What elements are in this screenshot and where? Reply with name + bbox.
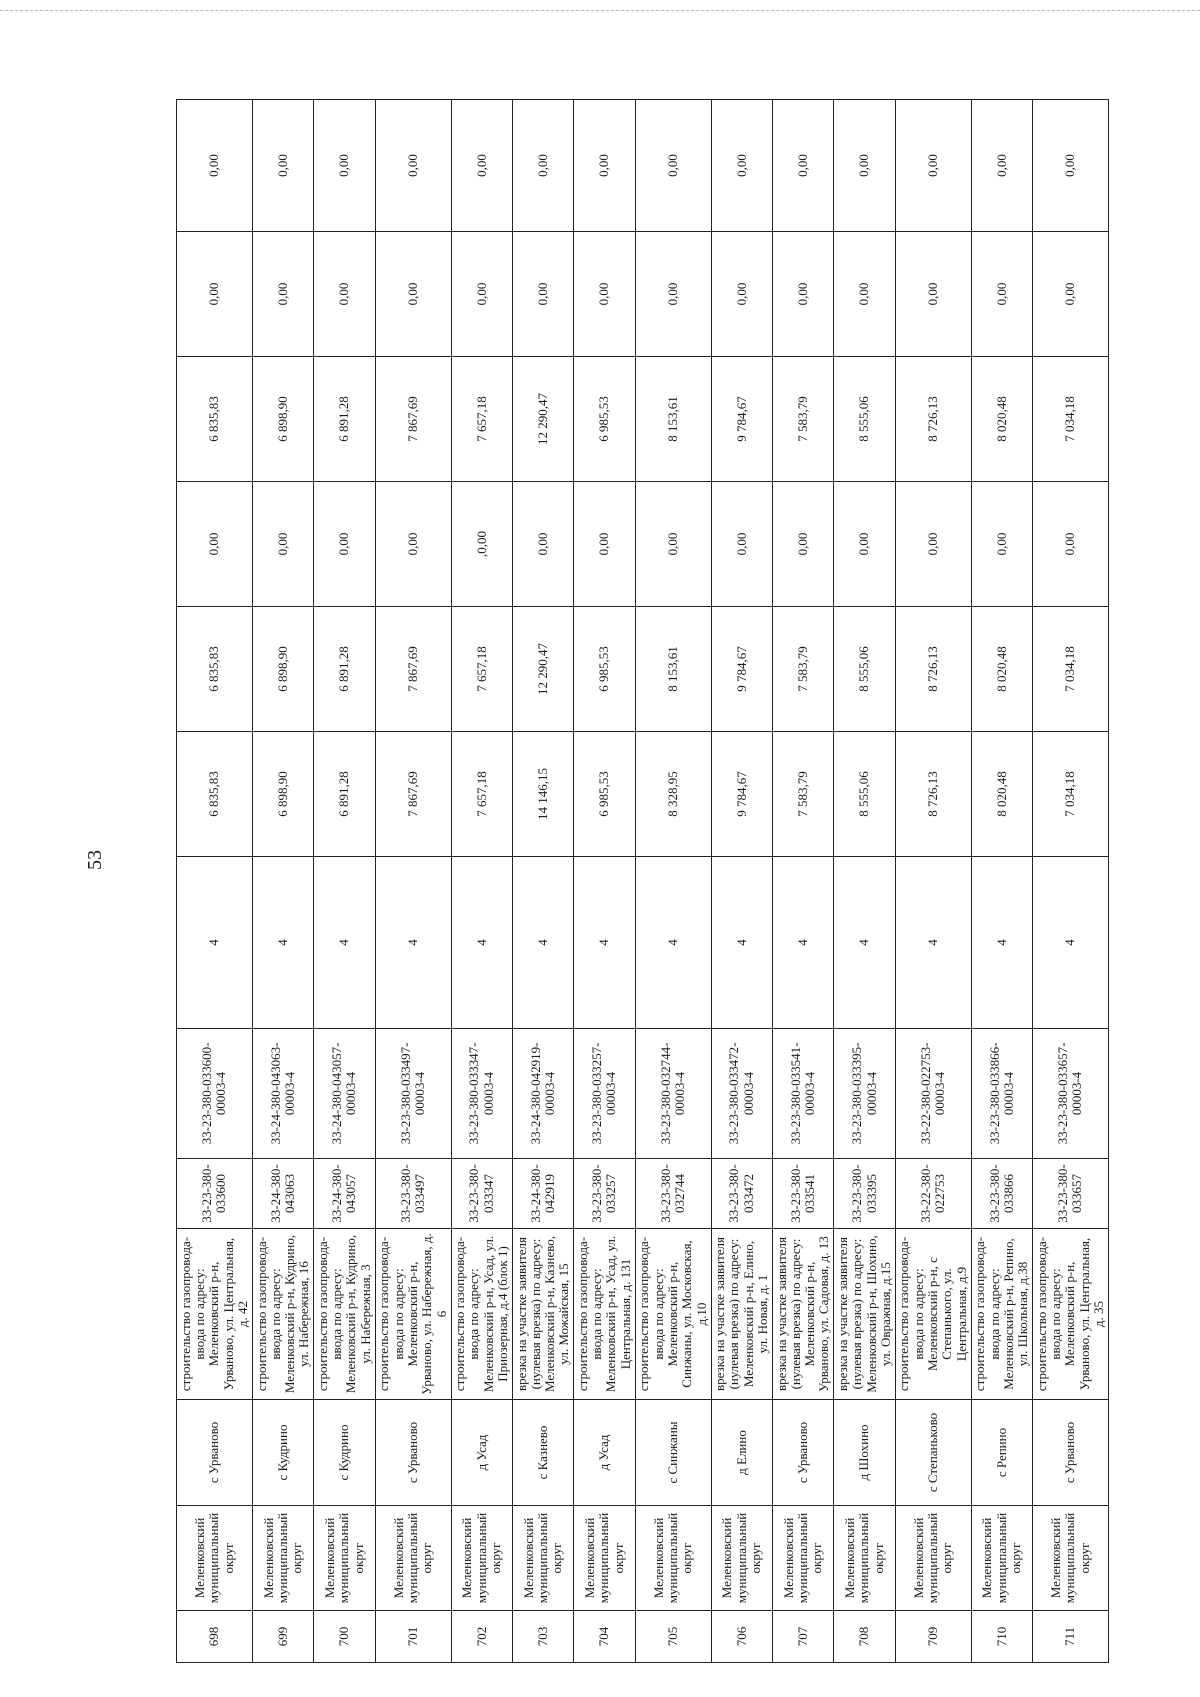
settlement-cell: с Урваново (375, 1400, 451, 1506)
table-row (177, 100, 253, 1663)
category-cell: 4 (1032, 857, 1108, 1029)
amount-cell-2: 7 034,18 (1032, 607, 1108, 732)
table-row (512, 100, 573, 1663)
tech-conditions-number-cell: 33-23-380-033657-00003-4 (1032, 1029, 1108, 1159)
amount-cell-1: 6 835,83 (177, 732, 253, 857)
category-cell: 4 (512, 857, 573, 1029)
category-cell: 4 (451, 857, 512, 1029)
amount-cell-2: 8 153,61 (635, 607, 711, 732)
amount-cell-2: 7 657,18 (451, 607, 512, 732)
rotated-table-container (176, 100, 1109, 1663)
category-cell: 4 (252, 857, 313, 1029)
amount-cell-1: 7 867,69 (375, 732, 451, 857)
amount-cell-1: 8 726,13 (895, 732, 971, 857)
amount-cell-5: 0,00 (252, 232, 313, 357)
amount-cell-1: 7 657,18 (451, 732, 512, 857)
table-body (177, 100, 1109, 1663)
cadastral-number-cell: 33-23-380-033657 (1032, 1159, 1108, 1229)
tech-conditions-number-cell: 33-23-380-033472-00003-4 (711, 1029, 772, 1159)
table-row (574, 100, 635, 1663)
settlement-cell: с Урваново (1032, 1400, 1108, 1506)
gas-connection-table (176, 99, 1109, 1663)
amount-cell-2: 8 555,06 (834, 607, 895, 732)
amount-cell-4: 6 985,53 (574, 357, 635, 482)
category-cell: 4 (971, 857, 1032, 1029)
category-cell: 4 (375, 857, 451, 1029)
amount-cell-1: 7 583,79 (772, 732, 833, 857)
amount-cell-6: 0,00 (314, 100, 375, 232)
amount-cell-4: 6 898,90 (252, 357, 313, 482)
category-cell: 4 (772, 857, 833, 1029)
amount-cell-2: 6 985,53 (574, 607, 635, 732)
cadastral-number-cell: 33-23-380-033472 (711, 1159, 772, 1229)
page-number: 53 (84, 850, 106, 870)
row-number-cell: 710 (971, 1611, 1032, 1663)
amount-cell-5: 0,00 (1032, 232, 1108, 357)
cadastral-number-cell: 33-24-380-043057 (314, 1159, 375, 1229)
work-description-cell: строительство газопровода-ввода по адресу: Меленковский р-н, с Степанького, ул. Центральная, д.9 (895, 1229, 971, 1400)
amount-cell-3: 0,00 (252, 482, 313, 607)
settlement-cell: с Кудрино (314, 1400, 375, 1506)
amount-cell-3: ,0,00 (451, 482, 512, 607)
amount-cell-5: 0,00 (834, 232, 895, 357)
amount-cell-5: 0,00 (451, 232, 512, 357)
settlement-cell: д Усад (574, 1400, 635, 1506)
settlement-cell: с Репино (971, 1400, 1032, 1506)
cadastral-number-cell: 33-23-380-033257 (574, 1159, 635, 1229)
cadastral-number-cell: 33-23-380-033497 (375, 1159, 451, 1229)
district-cell: Меленковский муниципальный округ (1032, 1506, 1108, 1611)
amount-cell-5: 0,00 (711, 232, 772, 357)
category-cell: 4 (834, 857, 895, 1029)
settlement-cell: д Елино (711, 1400, 772, 1506)
amount-cell-3: 0,00 (711, 482, 772, 607)
row-number-cell: 699 (252, 1611, 313, 1663)
cadastral-number-cell: 33-24-380-043063 (252, 1159, 313, 1229)
row-number-cell: 709 (895, 1611, 971, 1663)
work-description-cell: строительство газопровода-ввода по адресу: Меленковский р-н, Усад, ул. Приозерная, д.4 (блок 1) (451, 1229, 512, 1400)
amount-cell-6: 0,00 (772, 100, 833, 232)
tech-conditions-number-cell: 33-23-380-033395-00003-4 (834, 1029, 895, 1159)
row-number-cell: 700 (314, 1611, 375, 1663)
tech-conditions-number-cell: 33-23-380-032744-00003-4 (635, 1029, 711, 1159)
amount-cell-3: 0,00 (834, 482, 895, 607)
amount-cell-6: 0,00 (711, 100, 772, 232)
work-description-cell: строительство газопровода-ввода по адресу: Меленковский р-н, Репино, ул. Школьная, д.38 (971, 1229, 1032, 1400)
table-row (711, 100, 772, 1663)
category-cell: 4 (314, 857, 375, 1029)
amount-cell-3: 0,00 (772, 482, 833, 607)
amount-cell-2: 9 784,67 (711, 607, 772, 732)
amount-cell-2: 7 583,79 (772, 607, 833, 732)
category-cell: 4 (635, 857, 711, 1029)
row-number-cell: 708 (834, 1611, 895, 1663)
category-cell: 4 (895, 857, 971, 1029)
row-number-cell: 703 (512, 1611, 573, 1663)
amount-cell-4: 8 020,48 (971, 357, 1032, 482)
work-description-cell: строительство газопровода-ввода по адресу: Меленковский р-н, Кудрино, ул. Набережная, 3 (314, 1229, 375, 1400)
amount-cell-2: 6 835,83 (177, 607, 253, 732)
district-cell: Меленковский муниципальный округ (574, 1506, 635, 1611)
amount-cell-6: 0,00 (1032, 100, 1108, 232)
cadastral-number-cell: 33-23-380-033600 (177, 1159, 253, 1229)
amount-cell-4: 8 555,06 (834, 357, 895, 482)
amount-cell-5: 0,00 (772, 232, 833, 357)
amount-cell-4: 6 835,83 (177, 357, 253, 482)
tech-conditions-number-cell: 33-24-380-043057-00003-4 (314, 1029, 375, 1159)
amount-cell-6: 0,00 (971, 100, 1032, 232)
amount-cell-2: 7 867,69 (375, 607, 451, 732)
category-cell: 4 (177, 857, 253, 1029)
table-row (314, 100, 375, 1663)
amount-cell-1: 8 328,95 (635, 732, 711, 857)
row-number-cell: 705 (635, 1611, 711, 1663)
row-number-cell: 706 (711, 1611, 772, 1663)
amount-cell-3: 0,00 (635, 482, 711, 607)
amount-cell-1: 6 985,53 (574, 732, 635, 857)
tech-conditions-number-cell: 33-22-380-022753-00003-4 (895, 1029, 971, 1159)
settlement-cell: д Шохино (834, 1400, 895, 1506)
amount-cell-3: 0,00 (512, 482, 573, 607)
amount-cell-5: 0,00 (314, 232, 375, 357)
amount-cell-6: 0,00 (375, 100, 451, 232)
district-cell: Меленковский муниципальный округ (451, 1506, 512, 1611)
settlement-cell: с Урваново (772, 1400, 833, 1506)
cadastral-number-cell: 33-23-380-033541 (772, 1159, 833, 1229)
table-row (1032, 100, 1108, 1663)
amount-cell-3: 0,00 (971, 482, 1032, 607)
amount-cell-3: 0,00 (1032, 482, 1108, 607)
row-number-cell: 711 (1032, 1611, 1108, 1663)
settlement-cell: с Синжаны (635, 1400, 711, 1506)
amount-cell-5: 0,00 (177, 232, 253, 357)
row-number-cell: 698 (177, 1611, 253, 1663)
table-row (895, 100, 971, 1663)
amount-cell-1: 8 555,06 (834, 732, 895, 857)
settlement-cell: с Казнево (512, 1400, 573, 1506)
amount-cell-5: 0,00 (512, 232, 573, 357)
amount-cell-1: 9 784,67 (711, 732, 772, 857)
row-number-cell: 702 (451, 1611, 512, 1663)
amount-cell-5: 0,00 (895, 232, 971, 357)
work-description-cell: врезка на участке заявителя (нулевая врезка) по адресу: Меленковский р-н, Урваново, ул. Садовая, д. 13 (772, 1229, 833, 1400)
amount-cell-5: 0,00 (635, 232, 711, 357)
cadastral-number-cell: 33-23-380-033347 (451, 1159, 512, 1229)
tech-conditions-number-cell: 33-24-380-042919-00003-4 (512, 1029, 573, 1159)
table-row (375, 100, 451, 1663)
amount-cell-1: 7 034,18 (1032, 732, 1108, 857)
tech-conditions-number-cell: 33-23-380-033541-00003-4 (772, 1029, 833, 1159)
amount-cell-3: 0,00 (177, 482, 253, 607)
amount-cell-3: 0,00 (314, 482, 375, 607)
settlement-cell: с Степаньково (895, 1400, 971, 1506)
district-cell: Меленковский муниципальный округ (834, 1506, 895, 1611)
top-scan-rule (0, 10, 1200, 11)
amount-cell-4: 7 657,18 (451, 357, 512, 482)
work-description-cell: строительство газопровода-ввода по адресу: Меленковский р-н, Урваново, ул. Центральная, д. 35 (1032, 1229, 1108, 1400)
amount-cell-4: 6 891,28 (314, 357, 375, 482)
amount-cell-4: 7 867,69 (375, 357, 451, 482)
table-row (635, 100, 711, 1663)
row-number-cell: 701 (375, 1611, 451, 1663)
amount-cell-6: 0,00 (512, 100, 573, 232)
amount-cell-2: 6 898,90 (252, 607, 313, 732)
amount-cell-5: 0,00 (574, 232, 635, 357)
amount-cell-3: 0,00 (375, 482, 451, 607)
amount-cell-4: 8 726,13 (895, 357, 971, 482)
amount-cell-6: 0,00 (834, 100, 895, 232)
amount-cell-1: 14 146,15 (512, 732, 573, 857)
amount-cell-6: 0,00 (252, 100, 313, 232)
amount-cell-4: 12 290,47 (512, 357, 573, 482)
district-cell: Меленковский муниципальный округ (772, 1506, 833, 1611)
cadastral-number-cell: 33-22-380-022753 (895, 1159, 971, 1229)
amount-cell-6: 0,00 (177, 100, 253, 232)
amount-cell-4: 7 583,79 (772, 357, 833, 482)
amount-cell-2: 8 726,13 (895, 607, 971, 732)
tech-conditions-number-cell: 33-23-380-033347-00003-4 (451, 1029, 512, 1159)
district-cell: Меленковский муниципальный округ (711, 1506, 772, 1611)
amount-cell-6: 0,00 (574, 100, 635, 232)
cadastral-number-cell: 33-24-380-042919 (512, 1159, 573, 1229)
cadastral-number-cell: 33-23-380-032744 (635, 1159, 711, 1229)
table-row (772, 100, 833, 1663)
amount-cell-5: 0,00 (375, 232, 451, 357)
row-number-cell: 704 (574, 1611, 635, 1663)
amount-cell-4: 8 153,61 (635, 357, 711, 482)
amount-cell-2: 12 290,47 (512, 607, 573, 732)
amount-cell-3: 0,00 (574, 482, 635, 607)
amount-cell-2: 6 891,28 (314, 607, 375, 732)
work-description-cell: строительство газопровода-ввода по адресу: Меленковский р-н, Урваново, ул. Центральная, д. 42 (177, 1229, 253, 1400)
amount-cell-1: 8 020,48 (971, 732, 1032, 857)
district-cell: Меленковский муниципальный округ (971, 1506, 1032, 1611)
district-cell: Меленковский муниципальный округ (375, 1506, 451, 1611)
settlement-cell: с Урваново (177, 1400, 253, 1506)
work-description-cell: строительство газопровода-ввода по адресу: Меленковский р-н, Синжаны, ул. Московская, д.10 (635, 1229, 711, 1400)
district-cell: Меленковский муниципальный округ (635, 1506, 711, 1611)
tech-conditions-number-cell: 33-23-380-033866-00003-4 (971, 1029, 1032, 1159)
district-cell: Меленковский муниципальный округ (252, 1506, 313, 1611)
district-cell: Меленковский муниципальный округ (895, 1506, 971, 1611)
amount-cell-6: 0,00 (895, 100, 971, 232)
cadastral-number-cell: 33-23-380-033395 (834, 1159, 895, 1229)
row-number-cell: 707 (772, 1611, 833, 1663)
work-description-cell: врезка на участке заявителя (нулевая врезка) по адресу: Меленковский р-н, Шохино, ул. Овражная, д.15 (834, 1229, 895, 1400)
table-row (252, 100, 313, 1663)
amount-cell-5: 0,00 (971, 232, 1032, 357)
tech-conditions-number-cell: 33-23-380-033257-00003-4 (574, 1029, 635, 1159)
amount-cell-1: 6 891,28 (314, 732, 375, 857)
amount-cell-4: 7 034,18 (1032, 357, 1108, 482)
work-description-cell: врезка на участке заявителя (нулевая врезка) по адресу: Меленковский р-н, Елино, ул. Новая, д. 1 (711, 1229, 772, 1400)
work-description-cell: врезка на участке заявителя (нулевая врезка) по адресу: Меленковский р-н, Казнево, ул. Можайская, 15 (512, 1229, 573, 1400)
work-description-cell: строительство газопровода-ввода по адресу: Меленковский р-н, Усад, ул. Центральная, д. 131 (574, 1229, 635, 1400)
amount-cell-6: 0,00 (635, 100, 711, 232)
district-cell: Меленковский муниципальный округ (512, 1506, 573, 1611)
table-row (834, 100, 895, 1663)
category-cell: 4 (711, 857, 772, 1029)
amount-cell-3: 0,00 (895, 482, 971, 607)
district-cell: Меленковский муниципальный округ (314, 1506, 375, 1611)
tech-conditions-number-cell: 33-23-380-033497-00003-4 (375, 1029, 451, 1159)
settlement-cell: с Кудрино (252, 1400, 313, 1506)
cadastral-number-cell: 33-23-380-033866 (971, 1159, 1032, 1229)
settlement-cell: д Усад (451, 1400, 512, 1506)
table-row (451, 100, 512, 1663)
work-description-cell: строительство газопровода-ввода по адресу: Меленковский р-н, Урваново, ул. Набережная, д. 6 (375, 1229, 451, 1400)
category-cell: 4 (574, 857, 635, 1029)
district-cell: Меленковский муниципальный округ (177, 1506, 253, 1611)
amount-cell-4: 9 784,67 (711, 357, 772, 482)
work-description-cell: строительство газопровода-ввода по адресу: Меленковский р-н, Кудрино, ул. Набережная, 16 (252, 1229, 313, 1400)
table-row (971, 100, 1032, 1663)
tech-conditions-number-cell: 33-24-380-043063-00003-4 (252, 1029, 313, 1159)
amount-cell-2: 8 020,48 (971, 607, 1032, 732)
amount-cell-1: 6 898,90 (252, 732, 313, 857)
tech-conditions-number-cell: 33-23-380-033600-00003-4 (177, 1029, 253, 1159)
amount-cell-6: 0,00 (451, 100, 512, 232)
